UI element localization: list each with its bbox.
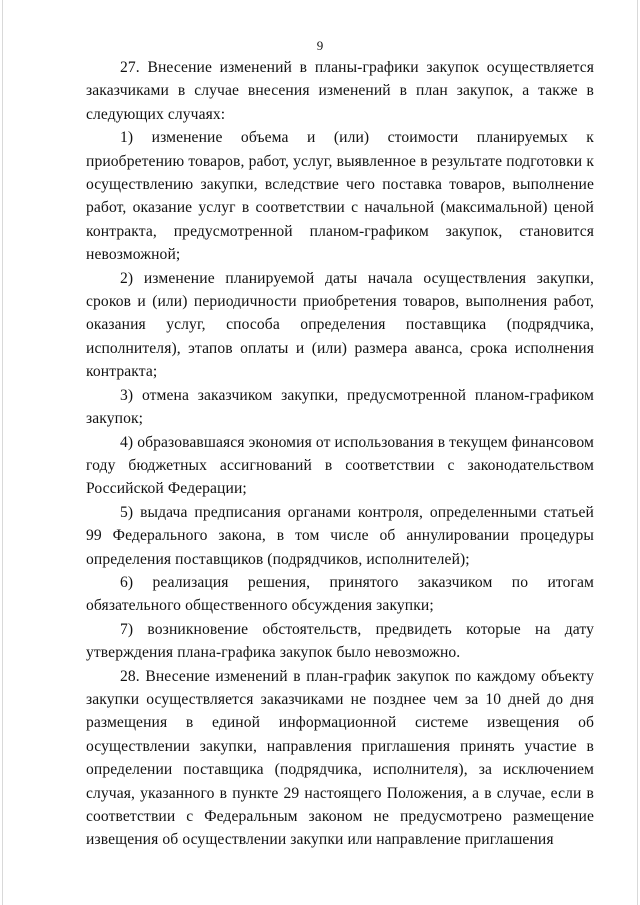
list-item-3: 3) отмена заказчиком закупки, предусмотренной планом-графиком закупок; <box>86 386 594 428</box>
scan-left-edge <box>2 0 3 905</box>
list-item-1: 1) изменение объема и (или) стоимости планируемых к приобретению товаров, работ, услуг, выявленное в результате подготовки к осуществлению закупки, вследствие чего поставка товаров, выполнение работ, оказание услуг в соответствии с начальной (максимальной) ценой контракта, предусмотренной планом-графиком закупок, становится невозможной; <box>86 129 594 264</box>
list-item-5: 5) выдача предписания органами контроля, определенными статьей 99 Федерального закона, в том числе об аннулировании процедуры определения поставщиков (подрядчиков, исполнителей); <box>86 503 594 568</box>
list-item-4: 4) образовавшаяся экономия от использования в текущем финансовом году бюджетных ассигнований в соответствии с законодательством Российской Федерации; <box>86 433 594 498</box>
paragraph-28: 28. Внесение изменений в план-график закупок по каждому объекту закупки осуществляется заказчиками не позднее чем за 10 дней до дня размещения в единой информационной системе извещения об осуществлении закупки, направления приглашения принять участие в определении поставщика (подрядчика, исполнителя), за исключением случая, указанного в пункте 29 настоящего Положения, а в случае, если в соответствии с Федеральным законом не предусмотрено размещение извещения об осуществлении закупки или направление приглашения <box>86 667 594 849</box>
paragraph-27: 27. Внесение изменений в планы-графики закупок осуществляется заказчиками в случае внесения изменений в план закупок, а также в следующих случаях: <box>86 59 594 123</box>
page-number: 9 <box>316 38 324 53</box>
document-body <box>86 56 594 852</box>
list-item-7: 7) возникновение обстоятельств, предвидеть которые на дату утверждения плана-графика закупок было невозможно. <box>86 620 594 662</box>
list-item-2: 2) изменение планируемой даты начала осуществления закупки, сроков и (или) периодичности приобретения товаров, выполнения работ, оказания услуг, способа определения поставщика (подрядчика, исполнителя), этапов оплаты и (или) размера аванса, срока исполнения контракта; <box>86 269 594 381</box>
list-item-6: 6) реализация решения, принятого заказчиком по итогам обязательного общественного обсуждения закупки; <box>86 573 594 615</box>
scan-right-edge <box>637 0 638 905</box>
